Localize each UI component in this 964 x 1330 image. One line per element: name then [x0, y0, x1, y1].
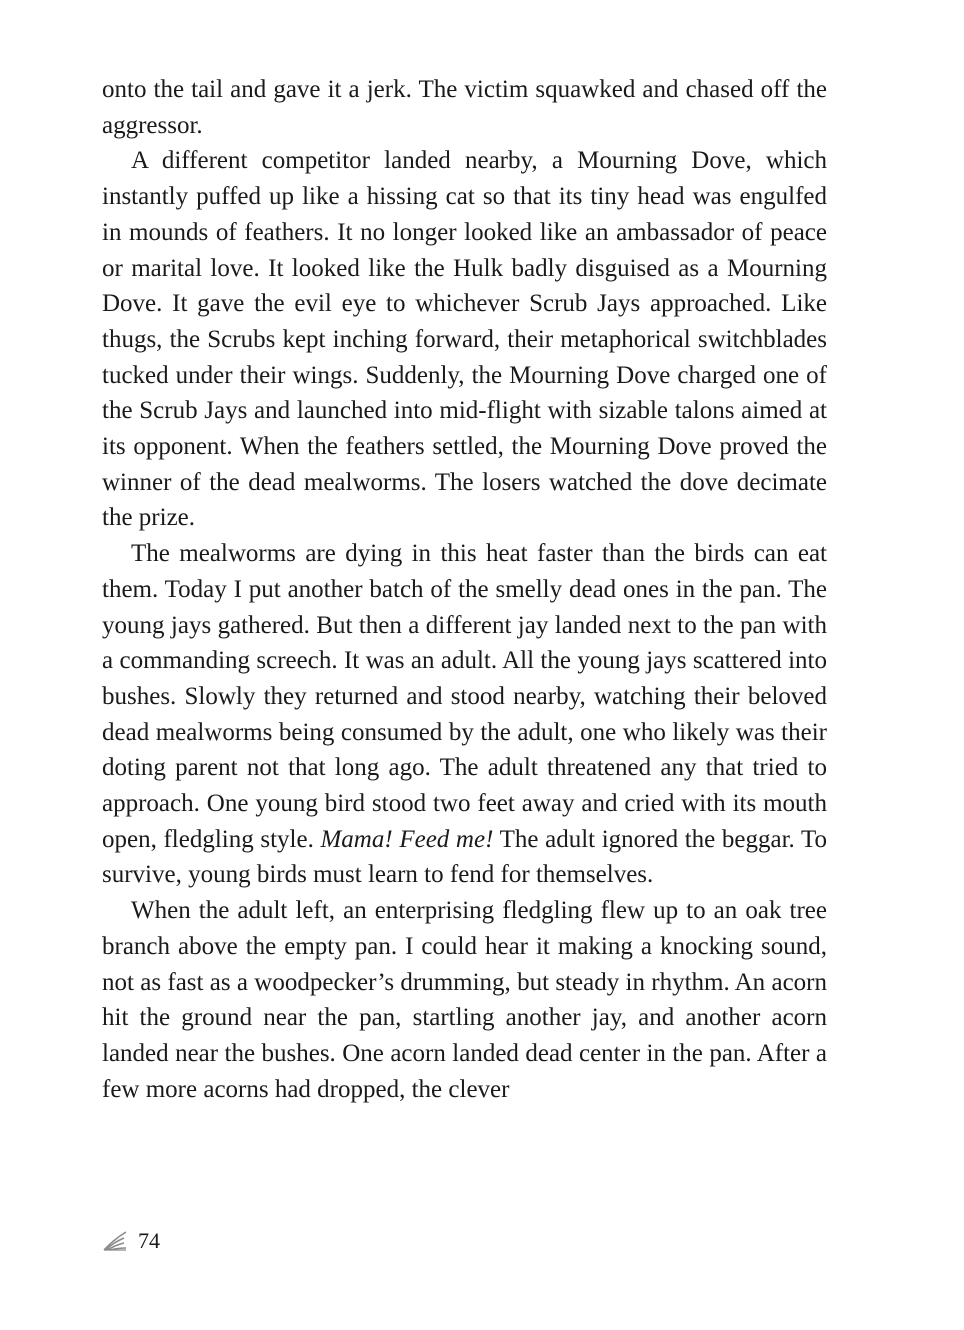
page-number: 74: [138, 1228, 160, 1253]
paragraph-2: [102, 143, 827, 536]
paragraph-3-text-end: The adult ignored the beggar. To survive, young birds must learn to fend for themselves.: [102, 825, 827, 889]
paragraph-2-text: A different competitor landed nearby, a Mourning Dove, which instantly puffed up like a hissing cat so that its tiny head was engulfed in mounds of feathers. It no longer looked like an ambassador of peace or marital love. It looked like the Hulk badly disguised as a Mourning Dove. It gave the evil eye to whichever Scrub Jays approached. Like thugs, the Scrubs kept inching forward, their metaphorical switchblades tucked under their wings. Suddenly, the Mourning Dove charged one of the Scrub Jays and launched into mid-flight with sizable talons aimed at its opponent. When the feathers settled, the Mourning Dove proved the winner of the dead mealworms. The losers watched the dove decimate the prize.: [102, 147, 827, 532]
body-text: [102, 72, 827, 1107]
page-footer: [102, 1226, 160, 1256]
paragraph-3-italic-quote: Mama! Feed me!: [320, 825, 494, 853]
paragraph-1-text: onto the tail and gave it a jerk. The victim squawked and chased off the aggressor.: [102, 76, 827, 139]
feather-ornament-icon: [102, 1230, 128, 1252]
paragraph-3-text-start: The mealworms are dying in this heat faster than the birds can eat them. Today I put another batch of the smelly dead ones in the pan. The young jays gathered. But then a different jay landed next to the pan with a commanding screech. It was an adult. All the young jays scattered into bushes. Slowly they returned and stood nearby, watching their beloved dead mealworms being consumed by the adult, one who likely was their doting parent not that long ago. The adult threatened any that tried to approach. One young bird stood two feet away and cried with its mouth open, fledgling style.: [102, 540, 827, 853]
paragraph-4-text: When the adult left, an enterprising fledgling flew up to an oak tree branch above the empty pan. I could hear it making a knocking sound, not as fast as a woodpecker’s drumming, but steady in rhythm. An acorn hit the ground near the pan, startling another jay, and another acorn landed near the bushes. One acorn landed dead center in the pan. After a few more acorns had dropped, the clever: [102, 897, 827, 1103]
paragraph-3: [102, 536, 827, 893]
paragraph-1: [102, 72, 827, 143]
paragraph-4: [102, 893, 827, 1107]
